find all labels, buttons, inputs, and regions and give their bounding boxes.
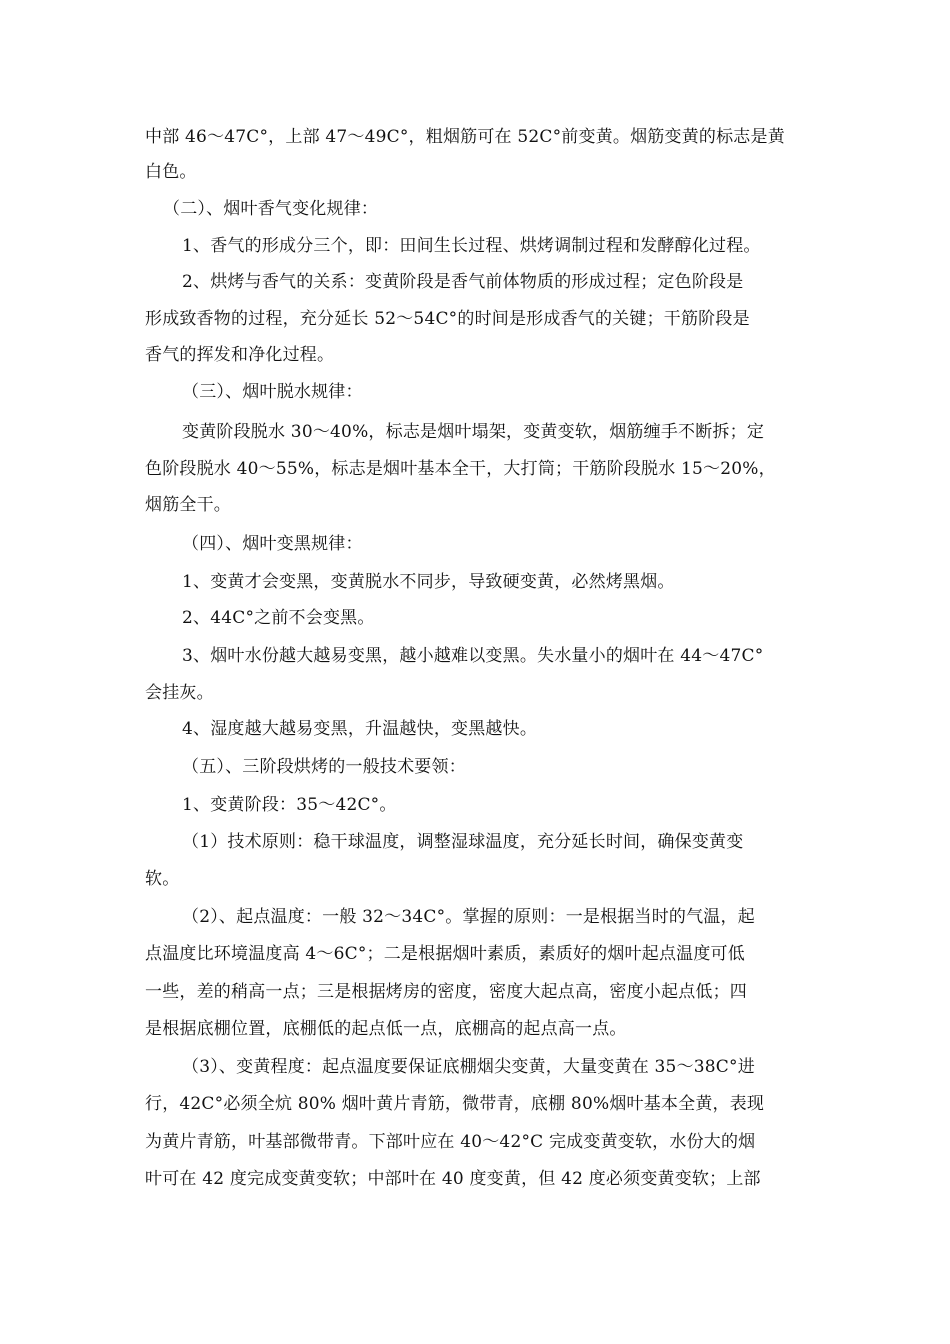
section-heading: （四）、烟叶变黑规律： (182, 534, 363, 554)
text-line: 行，42C°必须全炕 80% 烟叶黄片青筋，微带青，底棚 80%烟叶基本全黄，表现 (145, 1094, 765, 1114)
section-heading: （三）、烟叶脱水规律： (182, 382, 363, 402)
text-line: 形成致香物的过程，充分延长 52～54C°的时间是形成香气的关键；干筋阶段是 (145, 309, 750, 329)
text-line: 3、烟叶水份越大越易变黑，越小越难以变黑。失水量小的烟叶在 44～47C° (182, 646, 764, 666)
text-line: 色阶段脱水 40～55%，标志是烟叶基本全干，大打筒；干筋阶段脱水 15～20%， (145, 459, 776, 479)
text-line: （3）、变黄程度：起点温度要保证底棚烟尖变黄，大量变黄在 35～38C°进 (182, 1057, 755, 1077)
text-line: 烟筋全干。 (145, 495, 231, 515)
section-heading: （二）、烟叶香气变化规律： (163, 199, 379, 219)
text-line: 为黄片青筋，叶基部微带青。下部叶应在 40～42°C 完成变黄变软，水份大的烟 (145, 1132, 756, 1152)
text-line: （2）、起点温度：一般 32～34C°。掌握的原则：一是根据当时的气温，起 (182, 907, 755, 927)
section-heading: （五）、三阶段烘烤的一般技术要领： (182, 757, 466, 777)
text-line: 2、44C°之前不会变黑。 (182, 608, 375, 628)
text-line: 是根据底棚位置，底棚低的起点低一点，底棚高的起点高一点。 (145, 1019, 627, 1039)
text-line: 一些，差的稍高一点；三是根据烤房的密度，密度大起点高，密度小起点低；四 (145, 982, 747, 1002)
text-line: 1、变黄阶段：35～42C°。 (182, 795, 397, 815)
text-line: 1、变黄才会变黑，变黄脱水不同步，导致硬变黄，必然烤黑烟。 (182, 572, 675, 592)
text-line: 叶可在 42 度完成变黄变软；中部叶在 40 度变黄，但 42 度必须变黄变软；上部 (145, 1169, 761, 1189)
text-line: 4、湿度越大越易变黑，升温越快，变黑越快。 (182, 719, 538, 739)
text-line: 2、烘烤与香气的关系：变黄阶段是香气前体物质的形成过程；定色阶段是 (182, 272, 744, 292)
text-line: 会挂灰。 (145, 683, 214, 703)
text-line: （1）技术原则：稳干球温度，调整湿球温度，充分延长时间，确保变黄变 (182, 832, 744, 852)
text-line: 香气的挥发和净化过程。 (145, 345, 335, 365)
text-line: 变黄阶段脱水 30～40%，标志是烟叶塌架，变黄变软，烟筋缠手不断拆；定 (182, 422, 765, 442)
text-line: 点温度比环境温度高 4～6C°；二是根据烟叶素质，素质好的烟叶起点温度可低 (145, 944, 745, 964)
text-line: 白色。 (145, 162, 197, 182)
text-line: 中部 46～47C°，上部 47～49C°，粗烟筋可在 52C°前变黄。烟筋变黄的标志是黄 (145, 127, 785, 147)
text-line: 1、香气的形成分三个，即：田间生长过程、烘烤调制过程和发酵醇化过程。 (182, 236, 761, 256)
text-line: 软。 (145, 869, 180, 889)
